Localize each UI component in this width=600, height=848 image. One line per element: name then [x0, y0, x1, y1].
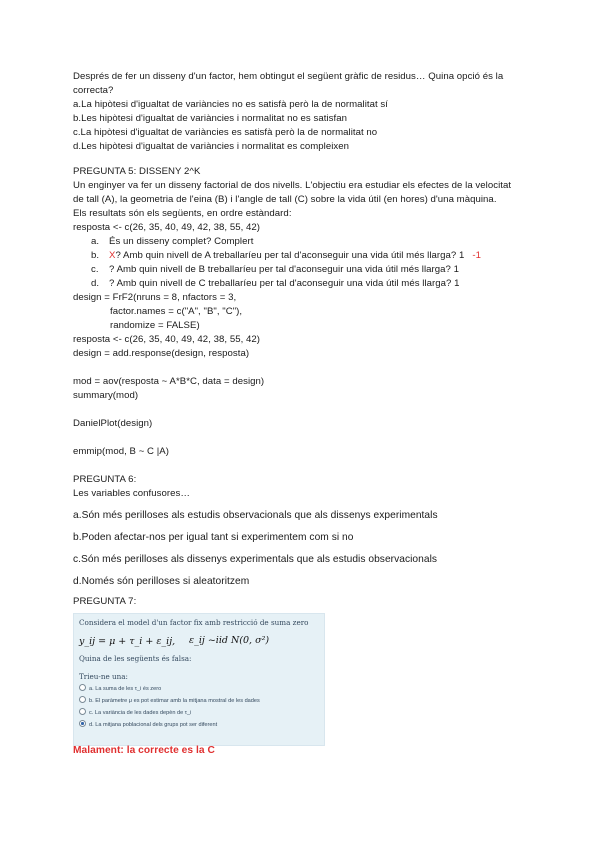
error-distribution-formula: ε_ij ~iid N(0, σ²)	[189, 635, 270, 646]
q5-intro-line: de tall (A), la geometria de l'eina (B) i l'angle de tall (C) sobre la vida útil (en hores) d'una màquina.	[73, 194, 497, 205]
quiz-option-label: d.	[89, 722, 94, 728]
q6-option-b: b.Poden afectar-nos per igual tant si experimentem com si no	[73, 532, 354, 543]
q5-item-mark: c.	[91, 264, 99, 275]
quiz-prompt: Trieu-ne una:	[79, 672, 128, 681]
quiz-option-label: c.	[89, 710, 94, 716]
radio-selected-icon[interactable]	[79, 720, 86, 727]
code-line: factor.names = c("A", "B", "C"),	[110, 306, 243, 317]
q5-item-text: ? Amb quin nivell de B treballaríeu per tal d'aconseguir una vida útil més llarga? 1	[109, 264, 460, 275]
code-line: randomize = FALSE)	[110, 320, 200, 331]
code-line: emmip(mod, B ~ C |A)	[73, 446, 169, 457]
q6-option-c: c.Són més perilloses als dissenys experimentals que als estudis observacionals	[73, 554, 438, 565]
q5-item-text: És un disseny complet? Complert	[109, 236, 254, 247]
q6-intro: Les variables confusores…	[73, 488, 190, 499]
q5-item-b	[91, 250, 481, 262]
q5-heading: PREGUNTA 5: DISSENY 2^K	[73, 166, 201, 177]
q5-item-mark: a.	[91, 236, 100, 247]
quiz-option-d	[79, 720, 217, 729]
code-line: design = FrF2(nruns = 8, nfactors = 3,	[73, 292, 237, 303]
quiz-option-text: La mitjana poblacional dels grups pot ser diferent	[95, 722, 218, 728]
q5prev-option-d: d.Les hipòtesi d'igualtat de variàncies i normalitat es compleixen	[73, 141, 350, 152]
q6-heading: PREGUNTA 6:	[73, 474, 137, 485]
q5-code-resposta: resposta <- c(26, 35, 40, 49, 42, 38, 55, 42)	[73, 222, 261, 233]
quiz-option-b	[79, 696, 260, 705]
q6-option-a: a.Són més perilloses als estudis observacionals que als dissenys experimentals	[73, 510, 438, 521]
q5-item-text: ? Amb quin nivell de A treballaríeu per tal d'aconseguir una vida útil més llarga? 1	[115, 250, 465, 261]
q7-heading: PREGUNTA 7:	[73, 596, 137, 607]
q5-item-a	[91, 236, 253, 248]
quiz-option-a	[79, 684, 161, 693]
q5prev-option-a: a.La hipòtesi d'igualtat de variàncies no es satisfà però la de normalitat sí	[73, 99, 388, 110]
q5prev-line: Després de fer un disseny d'un factor, hem obtingut el següent gràfic de residus… Quina opció és la	[73, 71, 504, 82]
code-line: design = add.response(design, resposta)	[73, 348, 250, 359]
q6-option-d: d.Només són perilloses si aleatoritzem	[73, 576, 250, 587]
code-line: DanielPlot(design)	[73, 418, 153, 429]
quiz-option-c	[79, 708, 191, 717]
quiz-title: Considera el model d'un factor fix amb restricció de suma zero	[79, 618, 309, 627]
quiz-option-text: El paràmetre μ es pot estimar amb la mitjana mostral de les dades	[95, 698, 260, 704]
quiz-option-text: La suma de les τ_i és zero	[95, 686, 162, 692]
quiz-option-label: b.	[89, 698, 94, 704]
q5-intro-line: Els resultats són els següents, en ordre estàndard:	[73, 208, 292, 219]
q5-item-mark: d.	[91, 278, 100, 289]
q5-item-c	[91, 264, 459, 276]
q5-item-correction: -1	[472, 250, 482, 261]
code-line: mod = aov(resposta ~ A*B*C, data = design)	[73, 376, 265, 387]
quiz-option-label: a.	[89, 686, 94, 692]
q5-item-text: ? Amb quin nivell de C treballaríeu per tal d'aconseguir una vida útil més llarga? 1	[109, 278, 460, 289]
q5prev-option-c: c.La hipòtesi d'igualtat de variàncies es satisfà però la de normalitat no	[73, 127, 378, 138]
quiz-question: Quina de les següents és falsa:	[79, 654, 192, 663]
q5prev-line: correcta?	[73, 85, 114, 96]
quiz-option-text: La variància de les dades depèn de τ_i	[94, 710, 192, 716]
radio-icon[interactable]	[79, 696, 86, 703]
embedded-quiz-screenshot	[73, 613, 325, 746]
radio-icon[interactable]	[79, 708, 86, 715]
q5prev-option-b: b.Les hipòtesi d'igualtat de variàncies i normalitat no es satisfan	[73, 113, 347, 124]
q5-item-mark: b.	[91, 250, 100, 261]
model-formula: y_ij = μ + τ_i + ε_ij,	[79, 636, 176, 647]
q5-intro-line: Un enginyer va fer un disseny factorial de dos nivells. L'objectiu era estudiar els efectes de la velocitat	[73, 180, 512, 191]
code-line: summary(mod)	[73, 390, 139, 401]
code-line: resposta <- c(26, 35, 40, 49, 42, 38, 55, 42)	[73, 334, 261, 345]
q7-feedback: Malament: la correcte es la C	[73, 745, 215, 756]
radio-icon[interactable]	[79, 684, 86, 691]
q5-item-d	[91, 278, 460, 290]
wrong-x-mark: X	[109, 250, 116, 261]
